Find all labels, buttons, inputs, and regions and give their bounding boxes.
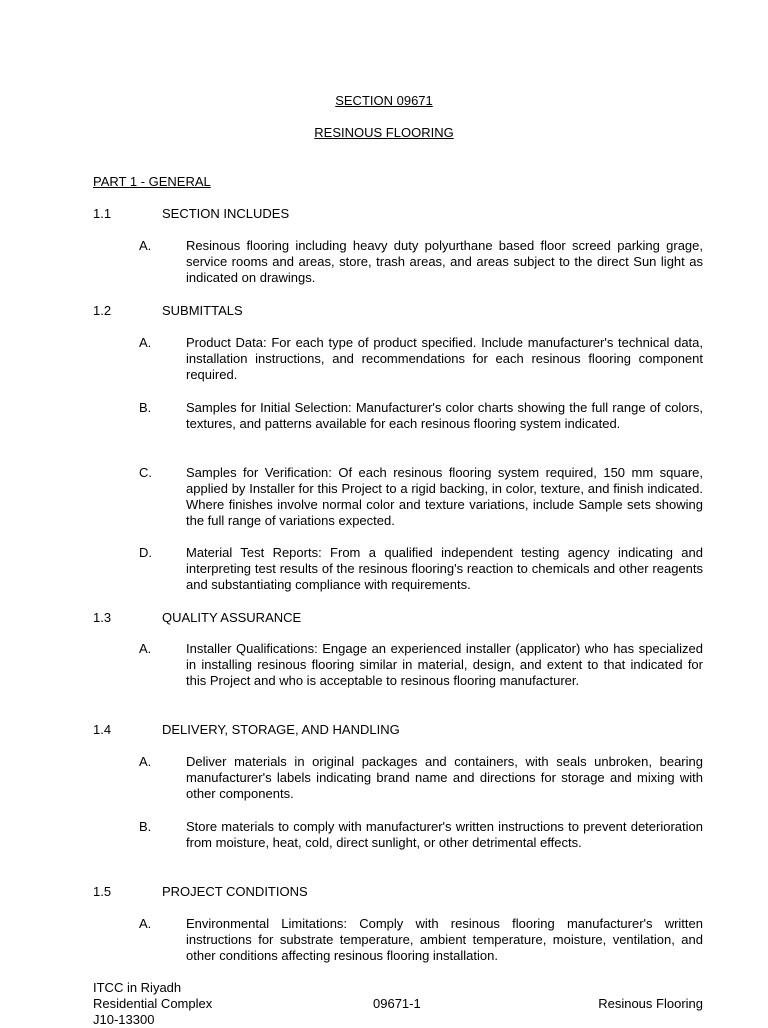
article-number: 1.1 xyxy=(93,206,112,221)
item-letter: B. xyxy=(139,400,152,415)
article-number: 1.3 xyxy=(93,610,112,625)
item-letter: C. xyxy=(139,465,152,480)
item-letter: D. xyxy=(139,545,152,560)
item-letter: A. xyxy=(139,238,152,253)
item-paragraph: Product Data: For each type of product specified. Include manufacturer's technical data, installation instructions, and recommendations for each resinous flooring component required. xyxy=(186,335,703,382)
item-paragraph: Samples for Initial Selection: Manufacturer's color charts showing the full range of colors, textures, and patterns available for each resinous flooring system indicated. xyxy=(186,400,703,431)
article-heading: PROJECT CONDITIONS xyxy=(162,884,308,899)
article-number: 1.5 xyxy=(93,884,112,899)
footer-project-info xyxy=(93,980,212,1028)
footer-project-name: ITCC in Riyadh xyxy=(93,980,182,995)
section-title: SECTION 09671 xyxy=(335,93,433,108)
article-heading: QUALITY ASSURANCE xyxy=(162,610,302,625)
item-paragraph: Environmental Limitations: Comply with resinous flooring manufacturer's written instructions for substrate temperature, ambient temperature, moisture, ventilation, and other conditions affecting resinous flooring installation. xyxy=(186,916,703,963)
article-heading: SUBMITTALS xyxy=(162,303,243,318)
footer-project-code: J10-13300 xyxy=(93,1012,155,1027)
item-paragraph: Resinous flooring including heavy duty polyurthane based floor screed parking grage, service rooms and areas, store, trash areas, and areas subject to the direct Sun light as indicated on drawings. xyxy=(186,238,703,285)
footer-page-number: 09671-1 xyxy=(373,996,421,1011)
article-heading: DELIVERY, STORAGE, AND HANDLING xyxy=(162,722,400,737)
item-paragraph: Samples for Verification: Of each resinous flooring system required, 150 mm square, applied by Installer for this Project to a rigid backing, in color, texture, and finish indicated. Where finishes involve normal color and texture variations, include Sample sets showing the full range of variations expected. xyxy=(186,465,703,528)
part-heading: PART 1 - GENERAL xyxy=(93,174,211,189)
item-paragraph: Installer Qualifications: Engage an experienced installer (applicator) who has specialized in installing resinous flooring similar in material, design, and extent to that indicated for this Project and who is acceptable to resinous flooring manufacturer. xyxy=(186,641,703,688)
item-letter: A. xyxy=(139,641,152,656)
item-paragraph: Material Test Reports: From a qualified independent testing agency indicating and interpreting test results of the resinous flooring's reaction to chemicals and other reagents and substantiating compliance with requirements. xyxy=(186,545,703,592)
item-paragraph: Deliver materials in original packages and containers, with seals unbroken, bearing manufacturer's labels indicating brand name and directions for storage and mixing with other components. xyxy=(186,754,703,801)
article-number: 1.2 xyxy=(93,303,112,318)
article-heading: SECTION INCLUDES xyxy=(162,206,290,221)
item-letter: A. xyxy=(139,916,152,931)
article-number: 1.4 xyxy=(93,722,112,737)
item-letter: A. xyxy=(139,754,152,769)
footer-section-name: Resinous Flooring xyxy=(598,996,703,1011)
section-subtitle: RESINOUS FLOORING xyxy=(314,125,454,140)
footer-project-type: Residential Complex xyxy=(93,996,213,1011)
item-letter: A. xyxy=(139,335,152,350)
item-paragraph: Store materials to comply with manufacturer's written instructions to prevent deterioration from moisture, heat, cold, direct sunlight, or other detrimental effects. xyxy=(186,819,703,850)
item-letter: B. xyxy=(139,819,152,834)
